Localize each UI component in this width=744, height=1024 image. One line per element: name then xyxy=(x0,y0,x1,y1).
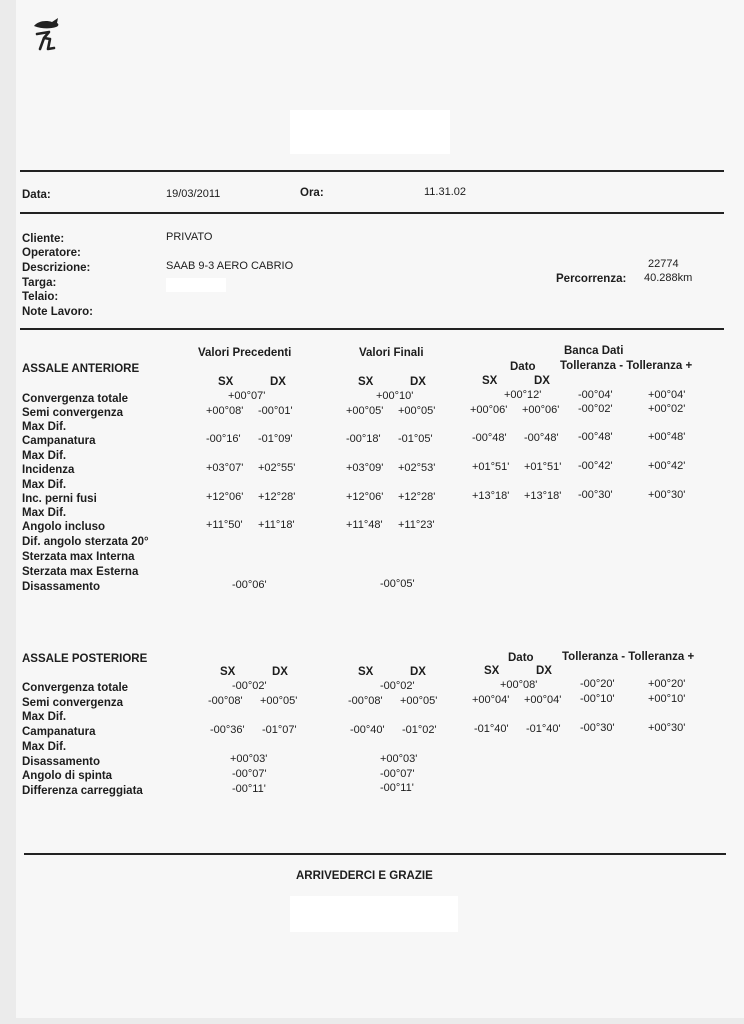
rear-campanatura-dato-sx: -01°40' xyxy=(474,723,509,735)
front-semi-conv-fin-dx: +00°05' xyxy=(398,405,436,417)
rear-dato-dx: DX xyxy=(536,665,552,677)
rear-dato-header: Dato xyxy=(508,652,534,664)
cliente-label: Cliente: xyxy=(22,233,65,245)
front-perni-tol-minus: -00°30' xyxy=(578,489,613,501)
note-label: Note Lavoro: xyxy=(22,306,93,318)
rear-semi-conv-prev-sx: -00°08' xyxy=(208,695,243,707)
descrizione-label: Descrizione: xyxy=(22,262,91,274)
rear-carreggiata-fin: -00°11' xyxy=(380,782,414,794)
front-angolo-incluso-prev-sx: +11°50' xyxy=(206,519,243,531)
front-dato-dx: DX xyxy=(534,375,550,387)
rear-disass-prev: +00°03' xyxy=(230,753,268,765)
front-disass-prev: -00°06' xyxy=(232,579,267,591)
front-max-dif-4: Max Dif. xyxy=(22,507,67,519)
front-semi-conv-prev-sx: +00°08' xyxy=(206,405,244,417)
front-incidenza-prev-sx: +03°07' xyxy=(206,462,244,474)
front-incidenza-prev-dx: +02°55' xyxy=(258,462,296,474)
rear-semi-conv-prev-dx: +00°05' xyxy=(260,695,298,707)
footer-message: ARRIVEDERCI E GRAZIE xyxy=(296,870,433,882)
redacted-footer-block xyxy=(290,896,458,932)
front-incidenza-fin-sx: +03°09' xyxy=(346,462,384,474)
front-tol-header: Tolleranza - Tolleranza + xyxy=(560,360,693,372)
front-campanatura-fin-sx: -00°18' xyxy=(346,433,381,445)
front-conv-tot-fin: +00°10' xyxy=(376,390,414,402)
rear-semi-conv-dato-sx: +00°04' xyxy=(472,694,510,706)
front-perni-fin-sx: +12°06' xyxy=(346,491,384,503)
front-conv-tot-prev: +00°07' xyxy=(228,390,266,402)
ora-value: 11.31.02 xyxy=(424,186,467,198)
rear-conv-tot-dato: +00°08' xyxy=(500,679,538,691)
rear-max-dif-1: Max Dif. xyxy=(22,711,67,723)
rear-semi-conv-fin-dx: +00°05' xyxy=(400,695,438,707)
rear-conv-tot-prev: -00°02' xyxy=(232,680,267,692)
rear-spinta-fin: -00°07' xyxy=(380,768,415,780)
client-rule xyxy=(20,328,724,330)
telaio-label: Telaio: xyxy=(22,291,59,303)
rear-semi-conv-label: Semi convergenza xyxy=(22,697,123,709)
front-max-dif-3: Max Dif. xyxy=(22,479,67,491)
redacted-header-block xyxy=(290,110,450,154)
rear-disass-label: Disassamento xyxy=(22,756,100,768)
front-fin-dx: DX xyxy=(410,376,426,388)
targa-label: Targa: xyxy=(22,277,57,289)
front-angolo-incluso-fin-sx: +11°48' xyxy=(346,519,383,531)
front-perni-dato-dx: +13°18' xyxy=(524,490,562,502)
rear-campanatura-prev-dx: -01°07' xyxy=(262,724,297,736)
rear-semi-conv-fin-sx: -00°08' xyxy=(348,695,383,707)
cliente-value: PRIVATO xyxy=(166,231,213,243)
front-dato-sx: SX xyxy=(482,375,498,387)
front-incidenza-dato-dx: +01°51' xyxy=(524,461,562,473)
rear-semi-conv-dato-dx: +00°04' xyxy=(524,694,562,706)
percorrenza-num: 22774 xyxy=(648,258,679,270)
front-incidenza-fin-dx: +02°53' xyxy=(398,462,436,474)
front-campanatura-fin-dx: -01°05' xyxy=(398,433,433,445)
front-dato-header: Dato xyxy=(510,361,536,373)
rear-conv-tot-tol-plus: +00°20' xyxy=(648,678,686,690)
front-perni-label: Inc. perni fusi xyxy=(22,493,97,505)
rear-conv-tot-label: Convergenza totale xyxy=(22,682,129,694)
header-rule xyxy=(20,212,724,214)
descrizione-value: SAAB 9-3 AERO CABRIO xyxy=(166,260,294,272)
rear-prev-sx: SX xyxy=(220,666,236,678)
front-conv-tot-tol-minus: -00°04' xyxy=(578,389,613,401)
top-rule xyxy=(20,170,724,172)
front-col-final: Valori Finali xyxy=(359,347,424,359)
front-perni-dato-sx: +13°18' xyxy=(472,490,510,502)
rear-max-dif-2: Max Dif. xyxy=(22,741,67,753)
rear-axle-title: ASSALE POSTERIORE xyxy=(22,653,148,665)
front-incidenza-dato-sx: +01°51' xyxy=(472,461,510,473)
front-semi-conv-fin-sx: +00°05' xyxy=(346,405,384,417)
front-perni-tol-plus: +00°30' xyxy=(648,489,686,501)
rear-spinta-prev: -00°07' xyxy=(232,768,267,780)
rear-conv-tot-fin: -00°02' xyxy=(380,680,415,692)
rear-dato-sx: SX xyxy=(484,665,500,677)
front-semi-conv-prev-dx: -00°01' xyxy=(258,405,293,417)
front-angolo-incluso-label: Angolo incluso xyxy=(22,521,106,533)
rear-campanatura-dato-dx: -01°40' xyxy=(526,723,561,735)
rear-campanatura-tol-minus: -00°30' xyxy=(580,722,615,734)
rear-campanatura-label: Campanatura xyxy=(22,726,96,738)
front-conv-tot-dato: +00°12' xyxy=(504,389,542,401)
front-perni-prev-sx: +12°06' xyxy=(206,491,244,503)
rear-carreggiata-label: Differenza carreggiata xyxy=(22,785,143,797)
rear-campanatura-tol-plus: +00°30' xyxy=(648,722,686,734)
front-campanatura-tol-minus: -00°48' xyxy=(578,431,613,443)
rear-conv-tot-tol-minus: -00°20' xyxy=(580,678,615,690)
rear-campanatura-fin-dx: -01°02' xyxy=(402,724,437,736)
data-label: Data: xyxy=(22,189,51,201)
front-dif-sterzata-label: Dif. angolo sterzata 20° xyxy=(22,536,149,548)
front-prev-dx: DX xyxy=(270,376,286,388)
front-semi-conv-dato-sx: +00°06' xyxy=(470,404,508,416)
front-col-bank: Banca Dati xyxy=(564,345,624,357)
front-campanatura-prev-dx: -01°09' xyxy=(258,433,293,445)
operatore-label: Operatore: xyxy=(22,247,81,259)
rear-semi-conv-tol-plus: +00°10' xyxy=(648,693,686,705)
percorrenza-value: 40.288km xyxy=(644,272,693,284)
front-semi-conv-label: Semi convergenza xyxy=(22,407,123,419)
rear-tol-header: Tolleranza - Tolleranza + xyxy=(562,651,695,663)
front-conv-tot-tol-plus: +00°04' xyxy=(648,389,686,401)
front-sterz-ext-label: Sterzata max Esterna xyxy=(22,566,139,578)
rear-carreggiata-prev: -00°11' xyxy=(232,783,266,795)
front-fin-sx: SX xyxy=(358,376,374,388)
redacted-targa xyxy=(166,278,226,292)
rear-campanatura-prev-sx: -00°36' xyxy=(210,724,245,736)
rear-spinta-label: Angolo di spinta xyxy=(22,770,113,782)
front-semi-conv-tol-minus: -00°02' xyxy=(578,403,613,415)
front-campanatura-dato-sx: -00°48' xyxy=(472,432,507,444)
front-angolo-incluso-prev-dx: +11°18' xyxy=(258,519,295,531)
footer-rule xyxy=(24,853,726,855)
front-campanatura-dato-dx: -00°48' xyxy=(524,432,559,444)
front-incidenza-tol-minus: -00°42' xyxy=(578,460,613,472)
front-perni-prev-dx: +12°28' xyxy=(258,491,296,503)
front-campanatura-label: Campanatura xyxy=(22,435,96,447)
front-disass-label: Disassamento xyxy=(22,581,100,593)
rear-campanatura-fin-sx: -00°40' xyxy=(350,724,385,736)
front-perni-fin-dx: +12°28' xyxy=(398,491,436,503)
front-semi-conv-dato-dx: +00°06' xyxy=(522,404,560,416)
front-incidenza-tol-plus: +00°42' xyxy=(648,460,686,472)
front-campanatura-prev-sx: -00°16' xyxy=(206,433,241,445)
front-col-prev: Valori Precedenti xyxy=(198,347,292,359)
front-prev-sx: SX xyxy=(218,376,234,388)
front-conv-tot-label: Convergenza totale xyxy=(22,393,129,405)
percorrenza-label: Percorrenza: xyxy=(556,273,627,285)
front-max-dif-2: Max Dif. xyxy=(22,450,67,462)
front-incidenza-label: Incidenza xyxy=(22,464,75,476)
bird-logo-icon xyxy=(28,12,62,52)
rear-fin-sx: SX xyxy=(358,666,374,678)
front-sterz-int-label: Sterzata max Interna xyxy=(22,551,135,563)
rear-fin-dx: DX xyxy=(410,666,426,678)
rear-semi-conv-tol-minus: -00°10' xyxy=(580,693,615,705)
ora-label: Ora: xyxy=(300,187,324,199)
front-max-dif-1: Max Dif. xyxy=(22,421,67,433)
rear-disass-fin: +00°03' xyxy=(380,753,418,765)
data-value: 19/03/2011 xyxy=(166,188,221,200)
front-semi-conv-tol-plus: +00°02' xyxy=(648,403,686,415)
front-axle-title: ASSALE ANTERIORE xyxy=(22,363,140,375)
front-angolo-incluso-fin-dx: +11°23' xyxy=(398,519,435,531)
rear-prev-dx: DX xyxy=(272,666,288,678)
front-campanatura-tol-plus: +00°48' xyxy=(648,431,686,443)
front-disass-fin: -00°05' xyxy=(380,578,415,590)
